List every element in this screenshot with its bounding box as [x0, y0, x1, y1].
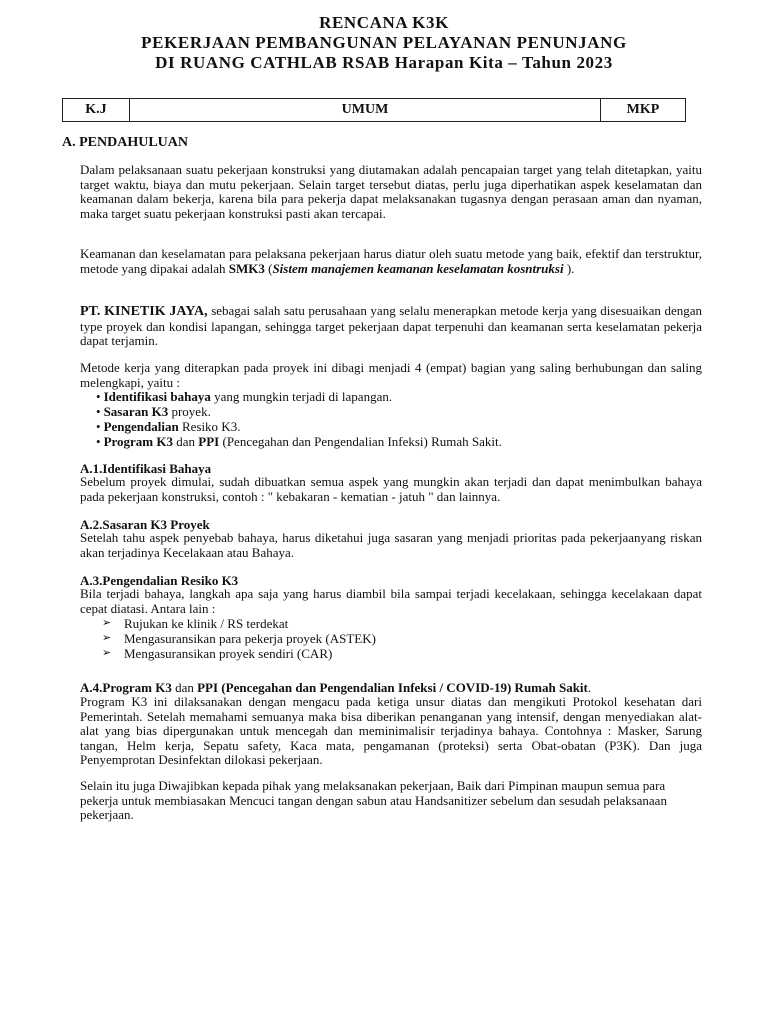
risk-control-list — [96, 616, 376, 661]
list-item: ➢ Rujukan ke klinik / RS terdekat — [102, 616, 289, 631]
header-meta-table — [62, 98, 686, 122]
meta-cell-kj: K.J — [63, 99, 130, 122]
paragraph-intro: Dalam pelaksanaan suatu pekerjaan konstruksi yang diutamakan adalah pencapaian target yang telah ditetapkan, yaitu target waktu, biaya dan mutu pekerjaan. Selain target tersebut diatas, perlu juga diperhatikan aspek keselamatan dan keamanan dalam bekerja, karena bila para pekerja dapat melaksanakan tugasnya dengan perasaan aman dan nyaman, maka target suatu pekerjaan konstruksi pasti akan tercapai. — [80, 162, 702, 221]
list-item: • Pengendalian Resiko K3. — [96, 419, 502, 434]
p2-text-start: Keamanan dan keselamatan para pelaksana pekerjaan harus diatur oleh suatu metode yang baik, efektif dan terstruktur, metode yang dipakai adalah — [80, 246, 702, 276]
doc-title-line3: DI RUANG CATHLAB RSAB Harapan Kita – Tahun 2023 — [155, 53, 613, 72]
paragraph-method: Metode kerja yang diterapkan pada proyek ini dibagi menjadi 4 (empat) bagian yang saling berhubungan dan saling melengkapi, yaitu : — [80, 360, 702, 390]
p2-smk3-definition: Sistem manajemen keamanan keselamatan kosntruksi — [272, 260, 564, 276]
paragraph-a1: Sebelum proyek dimulai, sudah dibuatkan semua aspek yang mungkin akan terjadi dan dapat menimbulkan bahaya pada pekerjaan konstruksi, contoh : " kebakaran - kematian - jatuh " dan lainnya. — [80, 474, 702, 504]
a4-heading-joiner: dan — [171, 680, 198, 695]
p2-text-mid: ( — [264, 260, 273, 276]
paragraph-company — [80, 304, 702, 349]
company-name: PT. KINETIK JAYA, — [80, 304, 208, 319]
meta-cell-mkp: MKP — [601, 99, 686, 122]
arrow-bullet-icon: ➢ — [102, 632, 112, 644]
paragraph-smk3 — [80, 247, 702, 276]
paragraph-a3: Bila terjadi bahaya, langkah apa saja yang harus diambil bila sampai terjadi kecelakaan, sehingga kecelakaan dapat cepat diatasi. Antara lain : — [80, 586, 702, 616]
arrow-bullet-icon: ➢ — [102, 617, 112, 629]
list-item: ➢ Mengasuransikan para pekerja proyek (ASTEK) — [102, 631, 376, 646]
subheading-a3: A.3.Pengendalian Resiko K3 — [80, 573, 239, 588]
doc-title-line2: PEKERJAAN PEMBANGUNAN PELAYANAN PENUNJANG — [141, 33, 627, 52]
a4-heading-part2: PPI (Pencegahan dan Pengendalian Infeksi / COVID-19) Rumah Sakit — [197, 680, 588, 695]
list-item: • Program K3 dan PPI (Pencegahan dan Pengendalian Infeksi) Rumah Sakit. — [96, 434, 502, 449]
meta-cell-umum: UMUM — [130, 99, 601, 122]
section-heading-pendahuluan: A. PENDAHULUAN — [62, 135, 188, 150]
a4-heading-end: . — [587, 680, 592, 695]
arrow-bullet-icon: ➢ — [102, 647, 112, 659]
list-item: ➢ Mengasuransikan proyek sendiri (CAR) — [102, 646, 333, 661]
paragraph-a4-program: Program K3 ini dilaksanakan dengan mengacu pada ketiga unsur diatas dan mengikuti Protokol kesehatan dari Pemerintah. Setelah memahami semuanya maka bisa diberikan penanganan yang intensif, dengan menyediakan alat-alat yang bias dipergunakan untuk mencegah dan meminimalisir terjadinya bahaya. Contohnya : Masker, Sarung tangan, Helm kerja, Sepatu safety, Kaca mata, pengamanan (proteksi) serta Obat-obatan (P3K). Dan juga Penyemprotan Desinfektan dilokasi pekerjaan. — [80, 694, 702, 768]
paragraph-a4-handwash: Selain itu juga Diwajibkan kepada pihak yang melaksanakan pekerjaan, Baik dari Pimpinan maupun semua para pekerja untuk membiasakan Mencuci tangan dengan sabun atau Handsanitizer sebelum dan sesudah pelaksanaan pekerjaan. — [80, 778, 667, 823]
a4-heading-part1: A.4.Program K3 — [80, 680, 172, 695]
subheading-a1: A.1.Identifikasi Bahaya — [80, 461, 212, 476]
subheading-a2: A.2.Sasaran K3 Proyek — [80, 517, 210, 532]
list-item: • Identifikasi bahaya yang mungkin terjadi di lapangan. — [96, 389, 502, 404]
company-text: sebagai salah satu perusahaan yang selalu menerapkan metode kerja yang disesuaikan dengan type proyek dan kondisi lapangan, sehingga target pekerjaan dapat terpenuhi dan keamanan serta keselamatan pekerja dapat terjamin. — [80, 303, 703, 349]
doc-title-line1: RENCANA K3K — [319, 13, 449, 32]
method-bullet-list — [96, 389, 502, 449]
p2-smk3: SMK3 — [228, 260, 265, 276]
paragraph-a2: Setelah tahu aspek penyebab bahaya, harus diketahui juga sasaran yang menjadi prioritas pada pekerjaanyang riskan akan terjadinya Kecelakaan atau Bahaya. — [80, 530, 702, 560]
p2-text-end: ). — [563, 260, 575, 276]
list-item: • Sasaran K3 proyek. — [96, 404, 502, 419]
